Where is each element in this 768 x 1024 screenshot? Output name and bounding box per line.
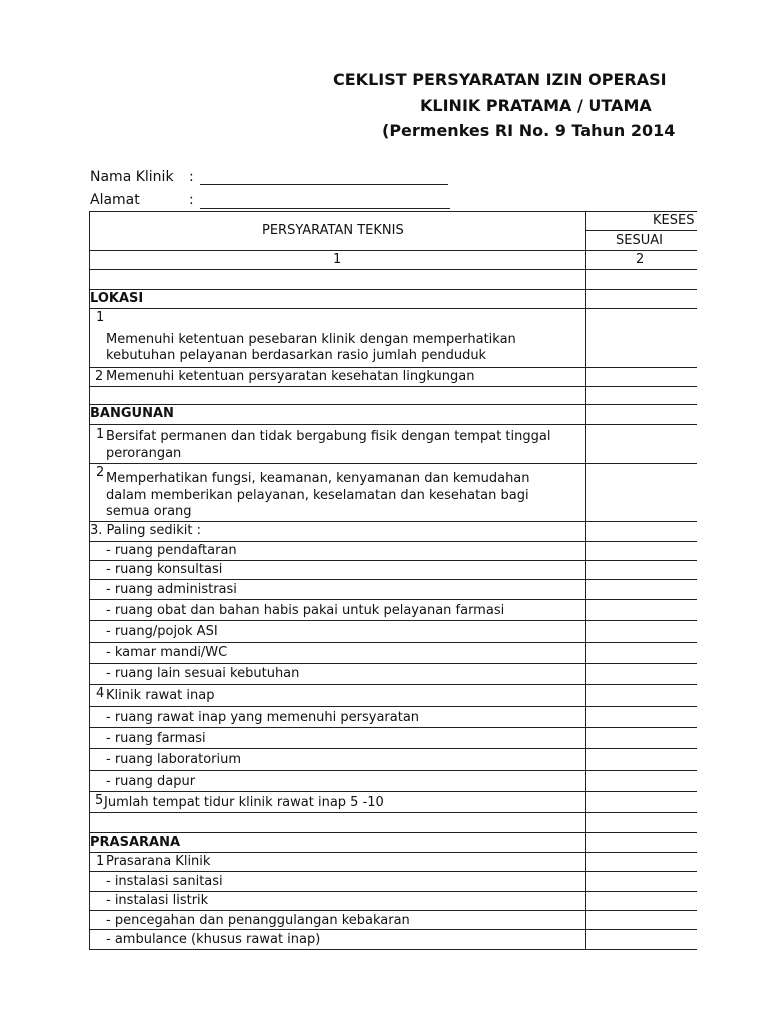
row-line: [89, 308, 697, 309]
alamat-field[interactable]: [200, 208, 450, 209]
bangunan-item1-line1: Bersifat permanen dan tidak bergabung fisik dengan tempat tinggal: [106, 429, 551, 444]
row-line: [89, 386, 697, 387]
list-item: - ruang/pojok ASI: [106, 624, 218, 639]
list-item: - ruang dapur: [106, 774, 196, 789]
bangunan-item2-line2: dalam memberikan pelayanan, keselamatan dan kesehatan bagi: [106, 488, 529, 503]
row-line: [89, 770, 697, 771]
item-number: 5: [95, 793, 104, 808]
nama-klinik-colon: :: [189, 169, 194, 185]
row-line: [89, 289, 697, 290]
list-item: - ruang laboratorium: [106, 752, 242, 767]
list-item: - ruang administrasi: [106, 582, 237, 597]
row-line: [89, 599, 697, 600]
nama-klinik-label: Nama Klinik: [90, 169, 174, 185]
row-line: [89, 250, 697, 251]
row-line: [89, 706, 697, 707]
list-item: - ruang konsultasi: [106, 562, 223, 577]
list-item: - instalasi listrik: [106, 893, 209, 908]
section-lokasi-title: LOKASI: [90, 291, 144, 306]
item-number: 4: [96, 686, 105, 701]
row-line: [89, 269, 697, 270]
bangunan-item2-line3: semua orang: [106, 504, 192, 519]
doc-title-line3: (Permenkes RI No. 9 Tahun 2014: [382, 121, 676, 140]
bangunan-item1-line2: perorangan: [106, 446, 182, 461]
row-line: [89, 791, 697, 792]
item-number: 1: [96, 427, 105, 442]
doc-title-line2: KLINIK PRATAMA / UTAMA: [420, 96, 652, 115]
header-sub-divider: [585, 230, 697, 231]
section-bangunan-title: BANGUNAN: [90, 406, 174, 421]
header-kesesuaian: KESES: [653, 213, 695, 228]
row-line: [89, 812, 697, 813]
list-item: - ambulance (khusus rawat inap): [106, 932, 321, 947]
doc-title-line1: CEKLIST PERSYARATAN IZIN OPERASI: [333, 70, 667, 89]
list-item: - ruang obat dan bahan habis pakai untuk pelayanan farmasi: [106, 603, 505, 618]
item-number: 2: [95, 369, 104, 384]
row-line: [89, 727, 697, 728]
bangunan-item2-line1: Memperhatikan fungsi, keamanan, kenyamanan dan kemudahan: [106, 471, 530, 486]
lokasi-item1-line2: kebutuhan pelayanan berdasarkan rasio jumlah penduduk: [106, 348, 487, 363]
table-column-divider: [585, 211, 586, 950]
row-line: [89, 929, 697, 930]
row-line: [89, 424, 697, 425]
list-item: - ruang pendaftaran: [106, 543, 237, 558]
bangunan-item5: Jumlah tempat tidur klinik rawat inap 5 -10: [104, 795, 384, 810]
row-line: [89, 663, 697, 664]
alamat-label: Alamat: [90, 192, 140, 208]
list-item: - kamar mandi/WC: [106, 645, 228, 660]
row-line: [89, 404, 697, 405]
column-number-1: 1: [333, 252, 342, 267]
row-line: [89, 620, 697, 621]
bangunan-item4: Klinik rawat inap: [106, 688, 215, 703]
list-item: - ruang lain sesuai kebutuhan: [106, 666, 300, 681]
header-sesuai: SESUAI: [616, 233, 663, 248]
header-persyaratan-teknis: PERSYARATAN TEKNIS: [262, 223, 404, 238]
list-item: - pencegahan dan penanggulangan kebakaran: [106, 913, 410, 928]
lokasi-item1-line1: Memenuhi ketentuan pesebaran klinik dengan memperhatikan: [106, 332, 516, 347]
row-line: [89, 748, 697, 749]
prasarana-item1: Prasarana Klinik: [106, 854, 211, 869]
item-number: 1: [96, 310, 105, 325]
row-line: [89, 910, 697, 911]
list-item: - ruang rawat inap yang memenuhi persyaratan: [106, 710, 420, 725]
alamat-colon: :: [189, 192, 194, 208]
row-line: [89, 642, 697, 643]
nama-klinik-field[interactable]: [200, 184, 448, 185]
table-border-bottom: [89, 949, 697, 950]
table-border-top: [89, 211, 697, 212]
row-line: [89, 463, 697, 464]
bangunan-item3: 3. Paling sedikit :: [90, 523, 201, 538]
item-number: 1: [96, 854, 105, 869]
lokasi-item2: Memenuhi ketentuan persyaratan kesehatan lingkungan: [106, 369, 475, 384]
row-line: [89, 579, 697, 580]
row-line: [89, 832, 697, 833]
list-item: - instalasi sanitasi: [106, 874, 223, 889]
column-number-2: 2: [636, 252, 645, 267]
row-line: [89, 871, 697, 872]
list-item: - ruang farmasi: [106, 731, 206, 746]
row-line: [89, 684, 697, 685]
section-prasarana-title: PRASARANA: [90, 835, 181, 850]
item-number: 2: [96, 465, 105, 480]
